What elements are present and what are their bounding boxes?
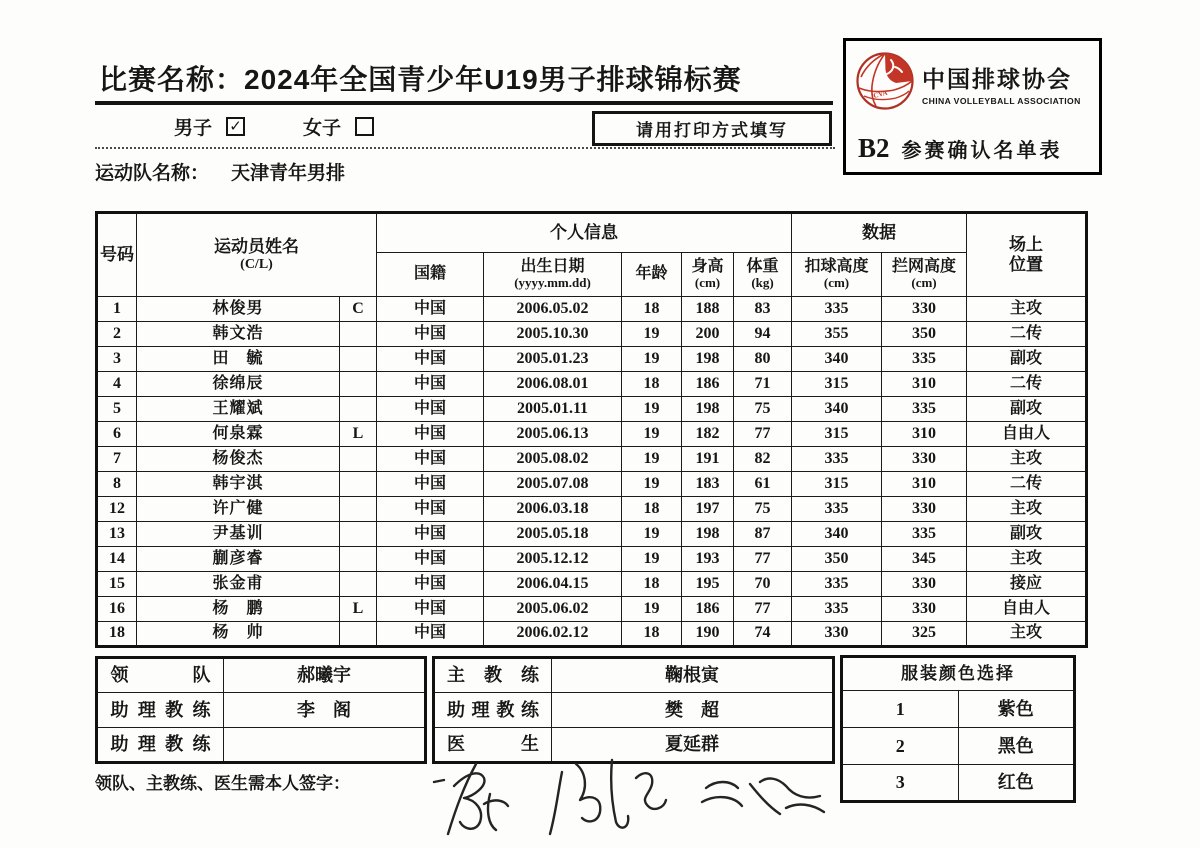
player-age: 19 bbox=[622, 397, 682, 422]
player-position: 主攻 bbox=[967, 447, 1087, 472]
player-spike-height: 315 bbox=[792, 422, 882, 447]
player-nationality: 中国 bbox=[377, 547, 484, 572]
association-name-cn: 中国排球协会 bbox=[922, 66, 1072, 92]
player-position: 二传 bbox=[967, 322, 1087, 347]
team-name-row bbox=[95, 158, 345, 185]
player-age: 19 bbox=[622, 347, 682, 372]
player-name: 张金甫 bbox=[137, 572, 340, 597]
roster-row bbox=[97, 472, 1087, 497]
player-position: 主攻 bbox=[967, 497, 1087, 522]
staff-role-label: 助理教练 bbox=[110, 699, 211, 720]
player-nationality: 中国 bbox=[377, 472, 484, 497]
roster-row bbox=[97, 522, 1087, 547]
player-block-height: 350 bbox=[882, 322, 967, 347]
player-number: 1 bbox=[97, 297, 137, 322]
player-birth-date: 2005.01.11 bbox=[484, 397, 622, 422]
player-name: 蒯彦睿 bbox=[137, 547, 340, 572]
team-name-value: 天津青年男排 bbox=[231, 163, 346, 184]
col-header-birth-date: 出生日期 (yyyy.mm.dd) bbox=[484, 253, 622, 297]
player-block-height: 335 bbox=[882, 347, 967, 372]
title-underline bbox=[95, 101, 833, 105]
staff-role-cell bbox=[97, 658, 224, 693]
female-label: 女子 bbox=[303, 118, 342, 139]
player-position: 二传 bbox=[967, 372, 1087, 397]
staff-row bbox=[97, 658, 426, 693]
player-position: 二传 bbox=[967, 472, 1087, 497]
staff-role-cell bbox=[97, 728, 224, 763]
player-weight: 74 bbox=[734, 622, 792, 647]
player-age: 18 bbox=[622, 497, 682, 522]
roster-table bbox=[95, 211, 1088, 648]
player-name: 何泉霖 bbox=[137, 422, 340, 447]
player-block-height: 310 bbox=[882, 372, 967, 397]
player-weight: 87 bbox=[734, 522, 792, 547]
player-age: 18 bbox=[622, 372, 682, 397]
player-spike-height: 330 bbox=[792, 622, 882, 647]
player-weight: 77 bbox=[734, 547, 792, 572]
player-position: 自由人 bbox=[967, 422, 1087, 447]
player-name: 韩宇淇 bbox=[137, 472, 340, 497]
player-height: 198 bbox=[682, 522, 734, 547]
player-birth-date: 2005.01.23 bbox=[484, 347, 622, 372]
player-position: 副攻 bbox=[967, 347, 1087, 372]
player-number: 14 bbox=[97, 547, 137, 572]
col-header-nationality: 国籍 bbox=[377, 253, 484, 297]
player-number: 6 bbox=[97, 422, 137, 447]
roster-row bbox=[97, 347, 1087, 372]
staff-role-label: 医生 bbox=[447, 734, 539, 755]
player-number: 12 bbox=[97, 497, 137, 522]
player-birth-date: 2005.05.18 bbox=[484, 522, 622, 547]
player-height: 193 bbox=[682, 547, 734, 572]
group-header-personal-info: 个人信息 bbox=[377, 213, 792, 253]
uniform-color-rank: 2 bbox=[842, 728, 959, 765]
player-number: 4 bbox=[97, 372, 137, 397]
player-birth-date: 2005.06.13 bbox=[484, 422, 622, 447]
player-spike-height: 355 bbox=[792, 322, 882, 347]
uniform-color-title: 服装颜色选择 bbox=[842, 657, 1075, 691]
player-captain-libero-flag bbox=[340, 397, 377, 422]
uniform-color-name: 紫色 bbox=[958, 691, 1075, 728]
player-captain-libero-flag bbox=[340, 522, 377, 547]
player-weight: 80 bbox=[734, 347, 792, 372]
player-weight: 83 bbox=[734, 297, 792, 322]
roster-row bbox=[97, 322, 1087, 347]
player-captain-libero-flag bbox=[340, 622, 377, 647]
player-captain-libero-flag bbox=[340, 372, 377, 397]
player-weight: 70 bbox=[734, 572, 792, 597]
player-block-height: 330 bbox=[882, 497, 967, 522]
player-position: 接应 bbox=[967, 572, 1087, 597]
player-spike-height: 340 bbox=[792, 397, 882, 422]
player-birth-date: 2005.10.30 bbox=[484, 322, 622, 347]
male-checkbox: ✓ bbox=[226, 117, 245, 136]
player-weight: 82 bbox=[734, 447, 792, 472]
player-spike-height: 335 bbox=[792, 572, 882, 597]
player-spike-height: 335 bbox=[792, 497, 882, 522]
player-birth-date: 2006.04.15 bbox=[484, 572, 622, 597]
player-position: 主攻 bbox=[967, 622, 1087, 647]
player-age: 19 bbox=[622, 472, 682, 497]
player-weight: 75 bbox=[734, 397, 792, 422]
player-age: 18 bbox=[622, 622, 682, 647]
player-name: 许广健 bbox=[137, 497, 340, 522]
player-height: 186 bbox=[682, 372, 734, 397]
signature-1 bbox=[434, 764, 508, 834]
player-block-height: 345 bbox=[882, 547, 967, 572]
player-spike-height: 340 bbox=[792, 522, 882, 547]
signature-instruction: 领队、主教练、医生需本人签字： bbox=[95, 774, 350, 793]
signature-2 bbox=[550, 760, 666, 834]
staff-name: 夏延群 bbox=[552, 728, 834, 763]
col-header-spike-height: 扣球高度 (cm) bbox=[792, 253, 882, 297]
team-name-label: 运动队名称： bbox=[95, 163, 210, 184]
player-nationality: 中国 bbox=[377, 497, 484, 522]
uniform-color-row bbox=[842, 691, 1075, 728]
player-weight: 94 bbox=[734, 322, 792, 347]
association-name-en: CHINA VOLLEYBALL ASSOCIATION bbox=[922, 96, 1081, 106]
roster-table-body bbox=[97, 297, 1087, 647]
player-birth-date: 2006.08.01 bbox=[484, 372, 622, 397]
player-nationality: 中国 bbox=[377, 447, 484, 472]
staff-row bbox=[434, 658, 834, 693]
staff-role-cell bbox=[434, 658, 552, 693]
player-spike-height: 340 bbox=[792, 347, 882, 372]
player-birth-date: 2005.12.12 bbox=[484, 547, 622, 572]
staff-name bbox=[224, 728, 426, 763]
roster-row bbox=[97, 297, 1087, 322]
col-header-number: 号码 bbox=[97, 213, 137, 297]
roster-row bbox=[97, 572, 1087, 597]
player-number: 8 bbox=[97, 472, 137, 497]
player-number: 13 bbox=[97, 522, 137, 547]
uniform-table-body bbox=[842, 691, 1075, 802]
uniform-color-rank: 1 bbox=[842, 691, 959, 728]
player-nationality: 中国 bbox=[377, 297, 484, 322]
staff-role-label: 助理教练 bbox=[110, 734, 211, 755]
player-age: 19 bbox=[622, 422, 682, 447]
player-captain-libero-flag bbox=[340, 472, 377, 497]
player-block-height: 330 bbox=[882, 597, 967, 622]
player-weight: 77 bbox=[734, 422, 792, 447]
player-position: 副攻 bbox=[967, 522, 1087, 547]
player-captain-libero-flag: C bbox=[340, 297, 377, 322]
staff-right-body bbox=[434, 658, 834, 763]
player-weight: 75 bbox=[734, 497, 792, 522]
player-spike-height: 335 bbox=[792, 597, 882, 622]
player-nationality: 中国 bbox=[377, 347, 484, 372]
player-age: 18 bbox=[622, 297, 682, 322]
player-name: 杨 鹏 bbox=[137, 597, 340, 622]
player-name: 田 毓 bbox=[137, 347, 340, 372]
form-title: 参赛确认名单表 bbox=[901, 140, 1063, 162]
player-age: 19 bbox=[622, 547, 682, 572]
player-captain-libero-flag bbox=[340, 447, 377, 472]
player-name: 林俊男 bbox=[137, 297, 340, 322]
col-header-position: 场上 位置 bbox=[967, 213, 1087, 297]
player-birth-date: 2006.05.02 bbox=[484, 297, 622, 322]
player-spike-height: 315 bbox=[792, 472, 882, 497]
print-instruction-box: 请用打印方式填写 bbox=[592, 111, 832, 146]
player-weight: 77 bbox=[734, 597, 792, 622]
player-nationality: 中国 bbox=[377, 372, 484, 397]
staff-left-body bbox=[97, 658, 426, 763]
roster-row bbox=[97, 622, 1087, 647]
player-birth-date: 2005.08.02 bbox=[484, 447, 622, 472]
player-spike-height: 335 bbox=[792, 297, 882, 322]
player-nationality: 中国 bbox=[377, 597, 484, 622]
player-block-height: 310 bbox=[882, 422, 967, 447]
player-position: 主攻 bbox=[967, 297, 1087, 322]
player-birth-date: 2006.03.18 bbox=[484, 497, 622, 522]
player-position: 自由人 bbox=[967, 597, 1087, 622]
gender-row bbox=[174, 113, 374, 140]
col-header-weight: 体重 (kg) bbox=[734, 253, 792, 297]
staff-role-label: 领队 bbox=[110, 665, 211, 686]
player-height: 183 bbox=[682, 472, 734, 497]
player-block-height: 330 bbox=[882, 297, 967, 322]
roster-row bbox=[97, 397, 1087, 422]
player-height: 186 bbox=[682, 597, 734, 622]
player-captain-libero-flag bbox=[340, 547, 377, 572]
handwritten-signatures bbox=[420, 750, 840, 848]
player-name: 王耀斌 bbox=[137, 397, 340, 422]
player-nationality: 中国 bbox=[377, 572, 484, 597]
player-block-height: 335 bbox=[882, 397, 967, 422]
dotted-divider bbox=[95, 147, 835, 149]
player-captain-libero-flag bbox=[340, 572, 377, 597]
staff-row bbox=[434, 693, 834, 728]
player-name: 徐绵辰 bbox=[137, 372, 340, 397]
player-captain-libero-flag: L bbox=[340, 422, 377, 447]
roster-row bbox=[97, 597, 1087, 622]
player-age: 19 bbox=[622, 522, 682, 547]
staff-name: 李 阁 bbox=[224, 693, 426, 728]
staff-role-label: 助理教练 bbox=[447, 699, 539, 720]
player-height: 198 bbox=[682, 397, 734, 422]
staff-name: 樊 超 bbox=[552, 693, 834, 728]
player-nationality: 中国 bbox=[377, 522, 484, 547]
uniform-color-row bbox=[842, 765, 1075, 802]
roster-row bbox=[97, 447, 1087, 472]
col-header-age: 年龄 bbox=[622, 253, 682, 297]
player-block-height: 335 bbox=[882, 522, 967, 547]
player-block-height: 325 bbox=[882, 622, 967, 647]
player-block-height: 310 bbox=[882, 472, 967, 497]
staff-table-left bbox=[95, 656, 427, 764]
player-number: 15 bbox=[97, 572, 137, 597]
player-weight: 71 bbox=[734, 372, 792, 397]
staff-role-label: 主教练 bbox=[447, 665, 539, 686]
svg-text:CVA: CVA bbox=[872, 88, 889, 100]
player-captain-libero-flag bbox=[340, 322, 377, 347]
association-box bbox=[843, 38, 1102, 175]
roster-row bbox=[97, 372, 1087, 397]
player-position: 副攻 bbox=[967, 397, 1087, 422]
player-height: 197 bbox=[682, 497, 734, 522]
player-height: 182 bbox=[682, 422, 734, 447]
player-nationality: 中国 bbox=[377, 422, 484, 447]
player-nationality: 中国 bbox=[377, 322, 484, 347]
player-name: 杨 帅 bbox=[137, 622, 340, 647]
player-name: 尹基训 bbox=[137, 522, 340, 547]
staff-row bbox=[97, 728, 426, 763]
player-height: 200 bbox=[682, 322, 734, 347]
player-block-height: 330 bbox=[882, 572, 967, 597]
col-header-height: 身高 (cm) bbox=[682, 253, 734, 297]
staff-row bbox=[97, 693, 426, 728]
player-number: 16 bbox=[97, 597, 137, 622]
player-block-height: 330 bbox=[882, 447, 967, 472]
player-number: 3 bbox=[97, 347, 137, 372]
col-header-block-height: 拦网高度 (cm) bbox=[882, 253, 967, 297]
competition-title: 比赛名称：2024年全国青少年U19男子排球锦标赛 bbox=[99, 64, 742, 95]
uniform-color-rank: 3 bbox=[842, 765, 959, 802]
roster-row bbox=[97, 422, 1087, 447]
player-captain-libero-flag: L bbox=[340, 597, 377, 622]
staff-name: 鞠根寅 bbox=[552, 658, 834, 693]
player-age: 19 bbox=[622, 597, 682, 622]
roster-row bbox=[97, 497, 1087, 522]
player-spike-height: 350 bbox=[792, 547, 882, 572]
volleyball-logo-icon bbox=[854, 50, 916, 117]
uniform-color-name: 黑色 bbox=[958, 728, 1075, 765]
player-position: 主攻 bbox=[967, 547, 1087, 572]
player-nationality: 中国 bbox=[377, 622, 484, 647]
player-age: 19 bbox=[622, 447, 682, 472]
player-weight: 61 bbox=[734, 472, 792, 497]
player-height: 191 bbox=[682, 447, 734, 472]
player-age: 19 bbox=[622, 322, 682, 347]
player-height: 198 bbox=[682, 347, 734, 372]
staff-role-cell bbox=[434, 693, 552, 728]
player-nationality: 中国 bbox=[377, 397, 484, 422]
uniform-color-row bbox=[842, 728, 1075, 765]
staff-role-cell bbox=[97, 693, 224, 728]
staff-table-right bbox=[432, 656, 835, 764]
player-height: 195 bbox=[682, 572, 734, 597]
player-captain-libero-flag bbox=[340, 347, 377, 372]
player-name: 韩文浩 bbox=[137, 322, 340, 347]
player-birth-date: 2005.06.02 bbox=[484, 597, 622, 622]
player-height: 190 bbox=[682, 622, 734, 647]
player-height: 188 bbox=[682, 297, 734, 322]
roster-row bbox=[97, 547, 1087, 572]
player-number: 5 bbox=[97, 397, 137, 422]
player-spike-height: 315 bbox=[792, 372, 882, 397]
player-name: 杨俊杰 bbox=[137, 447, 340, 472]
player-birth-date: 2005.07.08 bbox=[484, 472, 622, 497]
player-number: 7 bbox=[97, 447, 137, 472]
staff-name: 郝曦宇 bbox=[224, 658, 426, 693]
uniform-color-table bbox=[840, 655, 1076, 803]
group-header-data: 数据 bbox=[792, 213, 967, 253]
signature-3 bbox=[702, 779, 824, 814]
male-label: 男子 bbox=[174, 118, 213, 139]
uniform-color-name: 红色 bbox=[958, 765, 1075, 802]
form-code: B2 bbox=[858, 133, 890, 163]
player-age: 18 bbox=[622, 572, 682, 597]
player-number: 2 bbox=[97, 322, 137, 347]
player-number: 18 bbox=[97, 622, 137, 647]
female-checkbox bbox=[355, 117, 374, 136]
player-captain-libero-flag bbox=[340, 497, 377, 522]
player-spike-height: 335 bbox=[792, 447, 882, 472]
col-header-name: 运动员姓名 (C/L) bbox=[137, 213, 377, 297]
player-birth-date: 2006.02.12 bbox=[484, 622, 622, 647]
